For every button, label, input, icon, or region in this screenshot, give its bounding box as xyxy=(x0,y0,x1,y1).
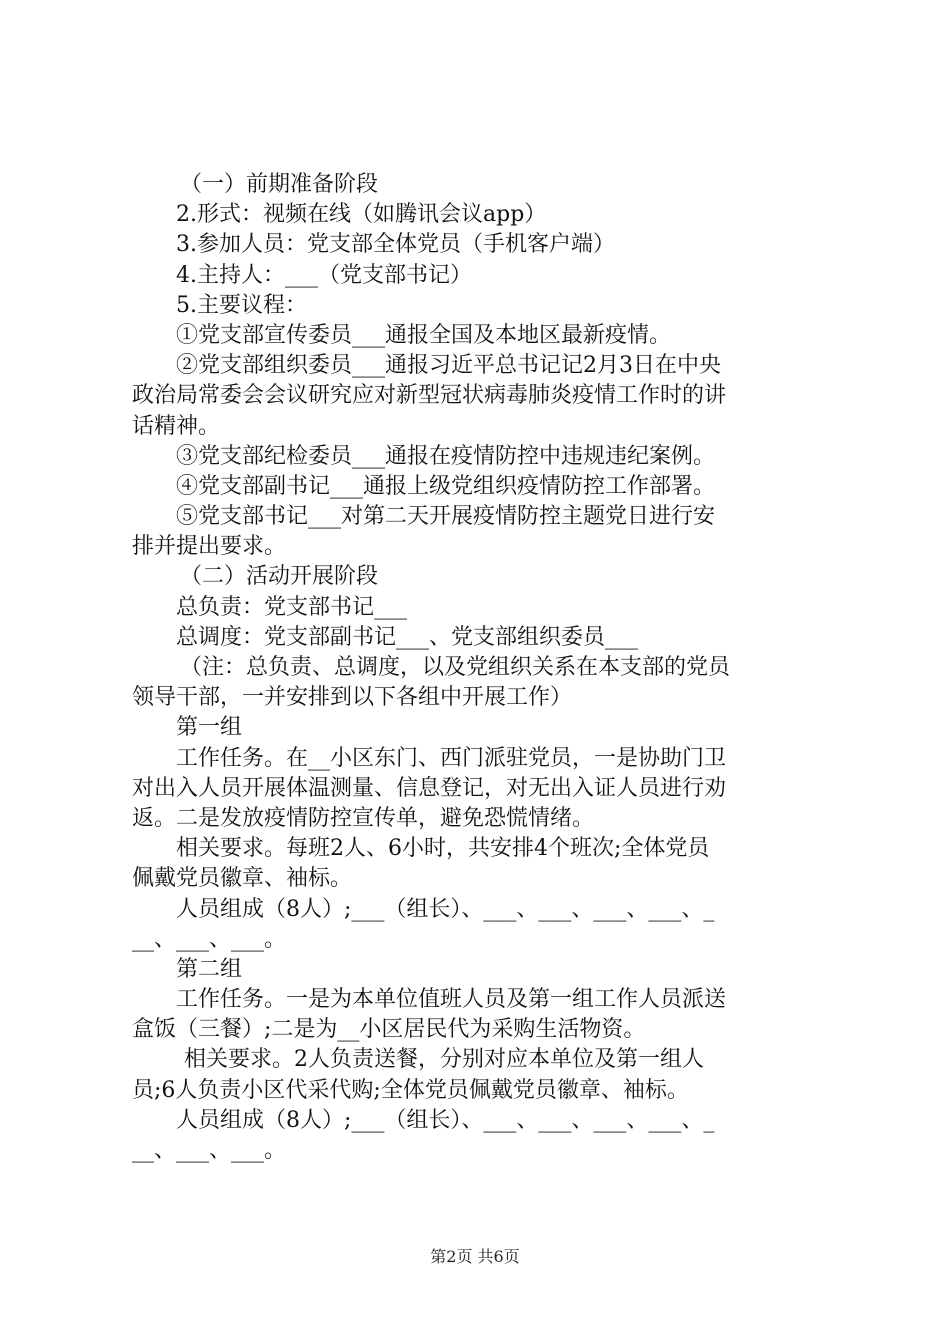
text-line: （注：总负责、总调度，以及党组织关系在本支部的党员 xyxy=(180,655,731,680)
page-footer: 第2页 共6页 xyxy=(430,1247,520,1266)
text-line: 第一组 xyxy=(176,715,243,741)
text-line: 领导干部，一并安排到以下各组中开展工作） xyxy=(132,685,573,711)
text-line: 盒饭（三餐）;二是为__小区居民代为采购生活物资。 xyxy=(132,1017,646,1043)
text-line: 对出入人员开展体温测量、信息登记，对无出入证人员进行劝 xyxy=(132,775,727,801)
text-line: 人员组成（8人）;___（组长）、___、___、___、___、_ xyxy=(176,896,715,922)
text-line: 第二组 xyxy=(176,956,243,982)
text-line: 2.形式：视频在线（如腾讯会议app） xyxy=(176,202,547,228)
text-line: 3.参加人员：党支部全体党员（手机客户端） xyxy=(176,232,615,258)
text-line: 佩戴党员徽章、袖标。 xyxy=(132,866,353,892)
text-line: 5.主要议程： xyxy=(176,292,307,318)
text-line: 工作任务。一是为本单位值班人员及第一组工作人员派送 xyxy=(176,987,727,1013)
text-line: ③党支部纪检委员___通报在疫情防控中违规违纪案例。 xyxy=(176,443,716,469)
text-line: ⑤党支部书记___对第二天开展疫情防控主题党日进行安 xyxy=(176,504,716,530)
text-line: 员;6人负责小区代采代购;全体党员佩戴党员徽章、袖标。 xyxy=(132,1077,689,1103)
text-line: 总负责：党支部书记___ xyxy=(176,594,408,620)
text-line: 总调度：党支部副书记___、党支部组织委员___ xyxy=(176,624,639,650)
text-line: 相关要求。2人负责送餐，分别对应本单位及第一组人 xyxy=(184,1047,704,1073)
text-line: ①党支部宣传委员___通报全国及本地区最新疫情。 xyxy=(176,322,672,348)
text-line: __、___、___。 xyxy=(132,1138,287,1163)
text-line: 返。二是发放疫情防控宣传单，避免恐慌情绪。 xyxy=(132,805,595,831)
text-line: （一）前期准备阶段 xyxy=(180,172,379,197)
text-line: 排并提出要求。 xyxy=(132,534,287,560)
text-line: 4.主持人：___（党支部书记） xyxy=(176,262,472,288)
text-line: 人员组成（8人）;___（组长）、___、___、___、___、_ xyxy=(176,1107,715,1133)
text-line: （二）活动开展阶段 xyxy=(180,564,379,590)
text-line: 政治局常委会会议研究应对新型冠状病毒肺炎疫情工作时的讲 xyxy=(132,383,727,409)
text-line: 工作任务。在__小区东门、西门派驻党员，一是协助门卫 xyxy=(176,745,727,771)
text-line: __、___、___。 xyxy=(132,926,287,952)
text-line: ④党支部副书记___通报上级党组织疫情防控工作部署。 xyxy=(176,473,716,499)
text-line: 话精神。 xyxy=(132,413,221,439)
document-body xyxy=(132,170,832,1166)
text-line: ②党支部组织委员___通报习近平总书记记2月3日在中央 xyxy=(176,353,721,379)
text-line: 相关要求。每班2人、6小时，共安排4个班次;全体党员 xyxy=(176,836,710,862)
